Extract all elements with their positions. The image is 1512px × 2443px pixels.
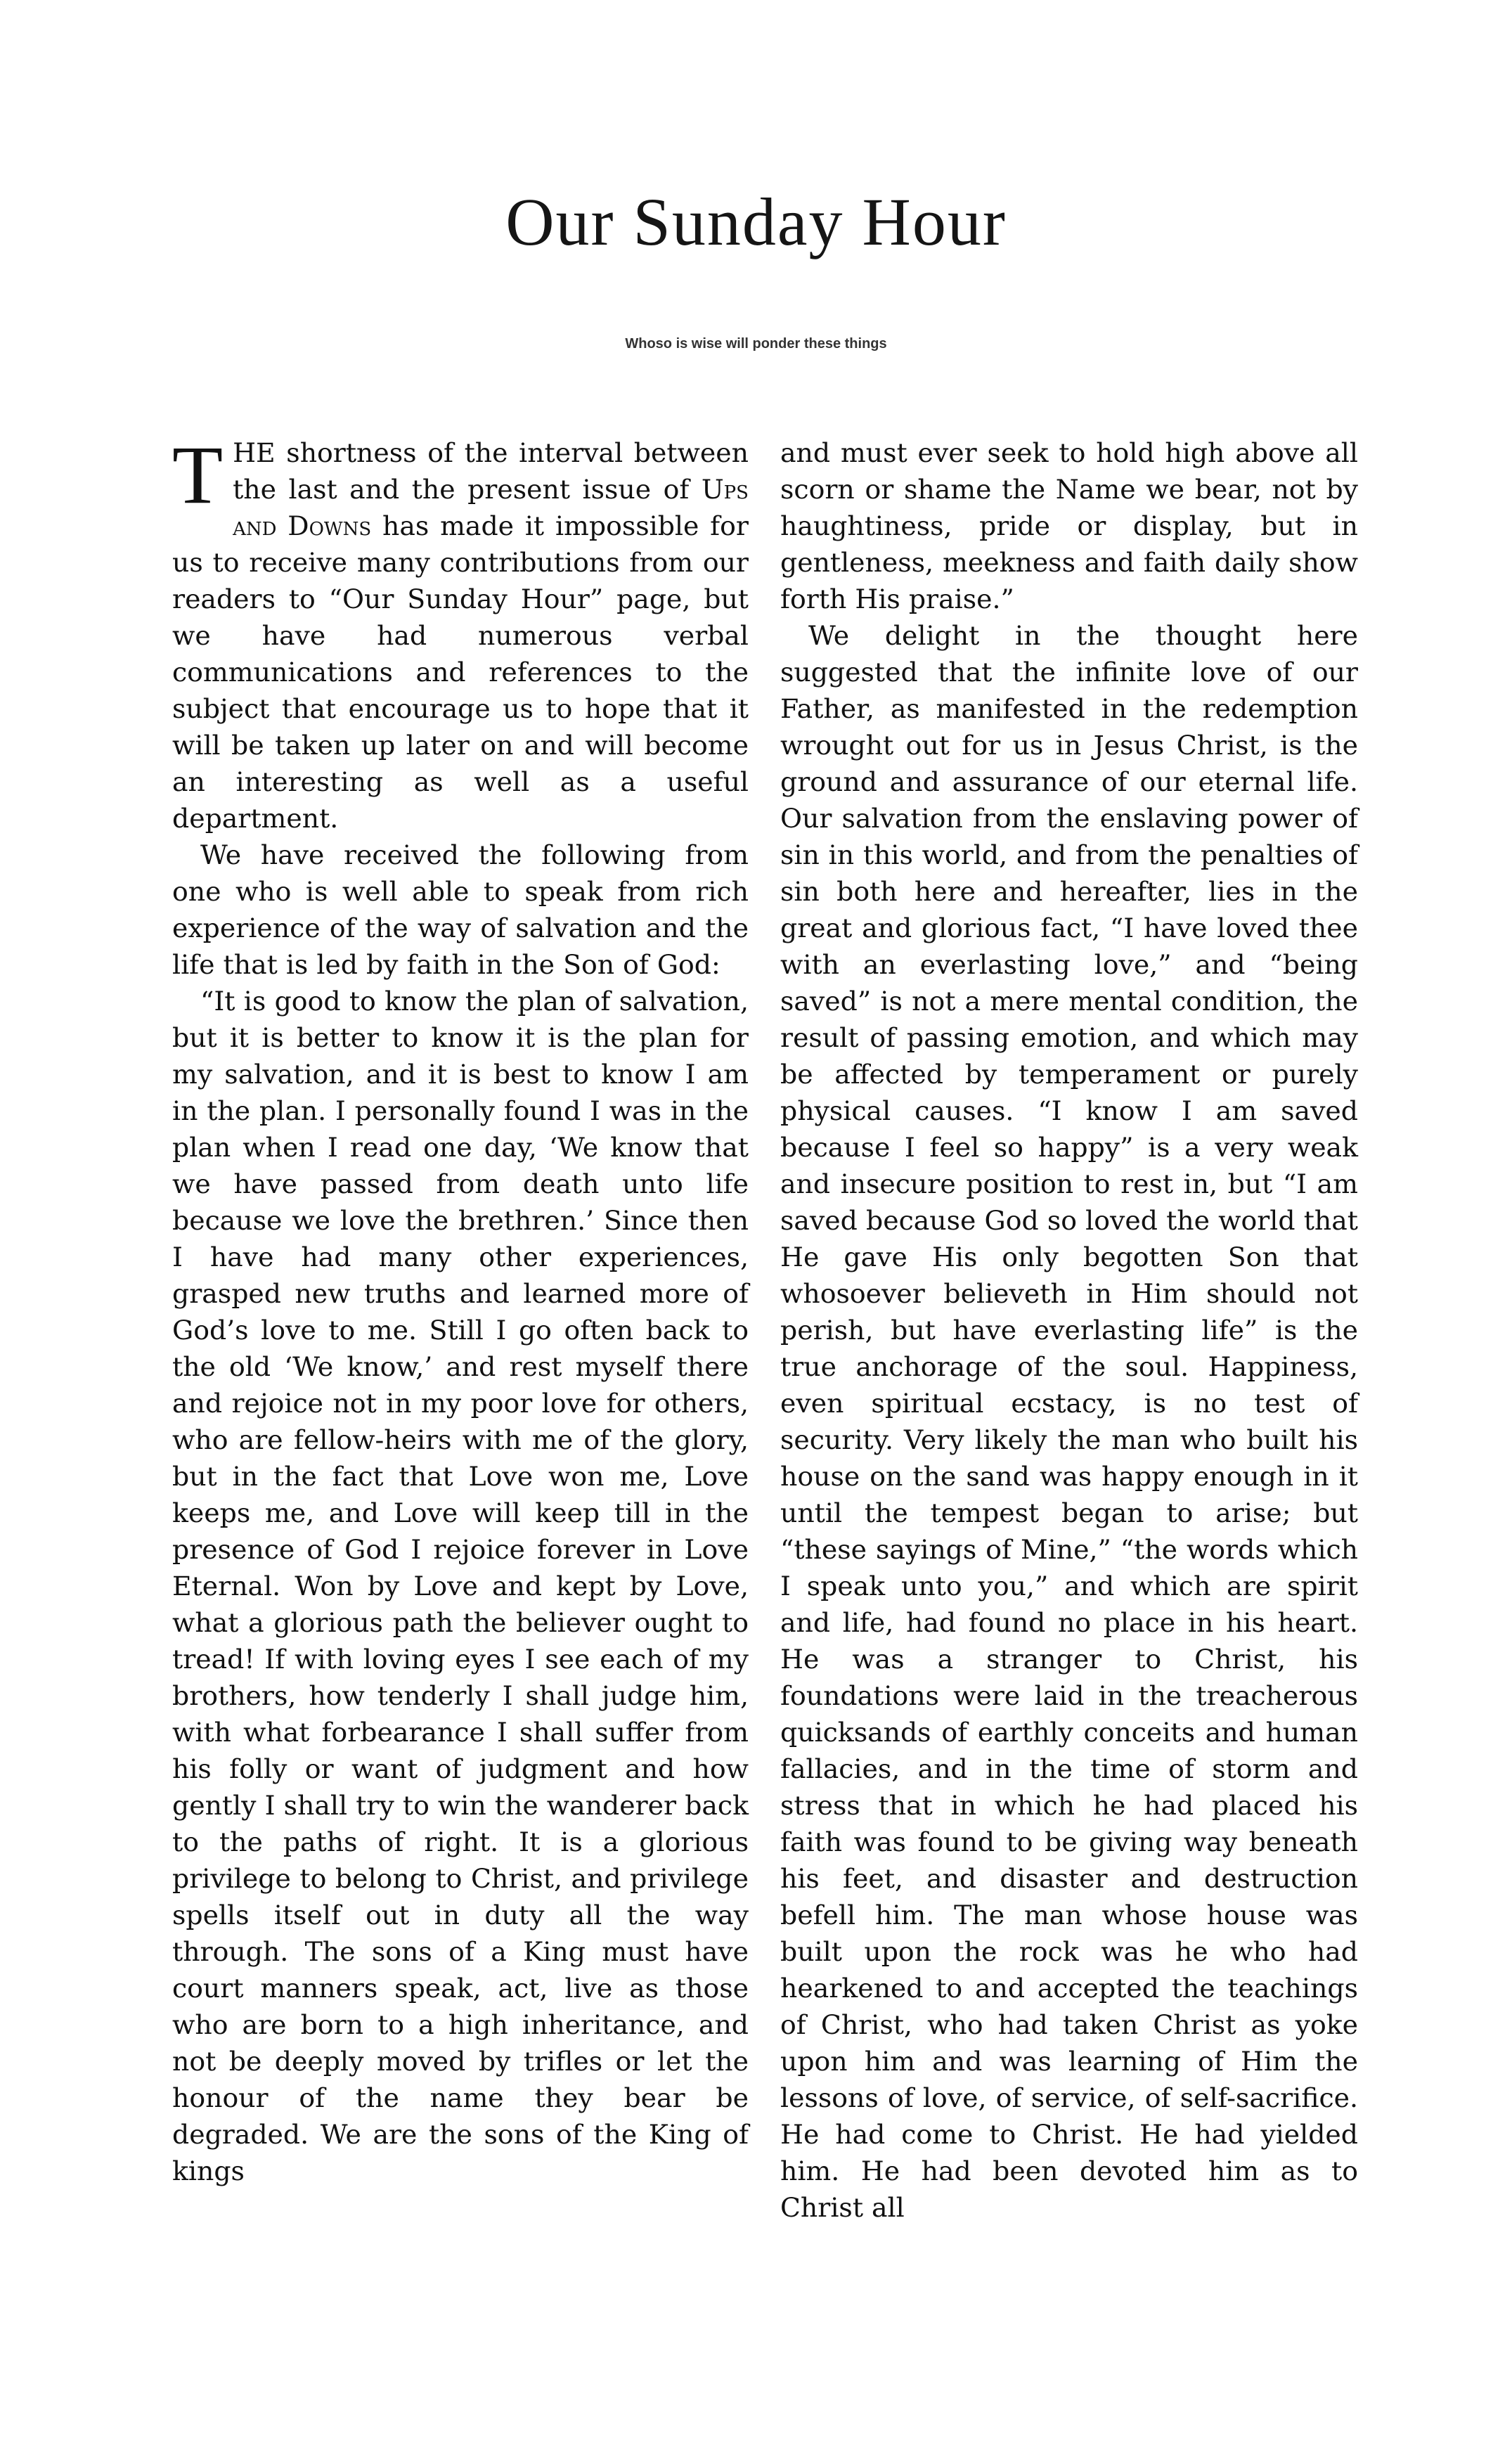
paragraph-1-text-a: HE shortness of the interval between the last and the present issue of [233, 437, 749, 505]
paragraph-2: We have received the following from one who is well able to speak from rich experience of the way of salvation and the life that is led by faith in the Son of God: [172, 839, 749, 980]
left-column [172, 429, 749, 2189]
drop-cap: T [172, 429, 224, 521]
right-column [780, 434, 1358, 2226]
magazine-name: Ups and Downs [233, 474, 749, 541]
paragraph-5: We delight in the thought here suggested that the infinite love of our Father, as manifested in the redemption wrought out for us in Jesus Christ, is the ground and assurance of our eternal life. Our salvation from the enslaving power of sin in this world, and from the penalties of sin both here and hereafter, lies in the great and glorious fact, “I have loved thee with an everlasting love,” and “being saved” is not a mere mental condition, the result of passing emotion, and which may be affected by temperament or purely physical causes. “I know I am saved because I feel so happy” is a very weak and insecure position to rest in, but “I am saved because God so loved the world that He gave His only begotten Son that whosoever believeth in Him should not perish, but have everlasting life” is the true anchorage of the soul. Happiness, even spiritual ecstacy, is no test of security. Very likely the man who built his house on the sand was happy enough in it until the tempest began to arise; but “these sayings of Mine,” “the words which I speak unto you,” and which are spirit and life, had found no place in his heart. He was a stranger to Christ, his foundations were laid in the treacherous quicksands of earthly conceits and human fallacies, and in the time of storm and stress that in which he had placed his faith was found to be giving way beneath his feet, and disaster and destruction befell him. The man whose house was built upon the rock was he who had hearkened to and accepted the teachings of Christ, who had taken Christ as yoke upon him and was learning of Him the lessons of love, of service, of self-sacrifice. He had come to Christ. He had yielded him. He had been devoted him as to Christ all [780, 620, 1358, 2223]
paragraph-1 [172, 429, 749, 837]
paragraph-3: “It is good to know the plan of salvation, but it is better to know it is the plan for my salvation, and it is best to know I am in the plan. I personally found I was in the plan when I read one day, ‘We know that we have passed from death unto life because we love the brethren.’ Since then I have had many other experiences, grasped new truths and learned more of God’s love to me. Still I go often back to the old ‘We know,’ and rest myself there and rejoice not in my poor love for others, who are fellow-heirs with me of the glory, but in the fact that Love won me, Love keeps me, and Love will keep till in the presence of God I rejoice forever in Love Eternal. Won by Love and kept by Love, what a glorious path the believer ought to tread! If with loving eyes I see each of my brothers, how tenderly I shall judge him, with what forbearance I shall suffer from his folly or want of judgment and how gently I shall try to win the wanderer back to the paths of right. It is a glorious privilege to belong to Christ, and privilege spells itself out in duty all the way through. The sons of a King must have court manners speak, act, live as those who are born to a high inheritance, and not be deeply moved by trifles or let the honour of the name they bear be degraded. We are the sons of the King of kings [172, 986, 749, 2186]
page-title: Our Sunday Hour [505, 184, 1007, 259]
paragraph-1-text-b: has made it impossible for us to receive many contributions from our readers to “Our Sunday Hour” page, but we have had numerous verbal communications and references to the subject that encourage us to hope that it will be taken up later on and will become an interesting as well as a useful department. [172, 510, 749, 834]
epigraph: Whoso is wise will ponder these things [625, 336, 887, 352]
paragraph-4: and must ever seek to hold high above all scorn or shame the Name we bear, not by haughtiness, pride or display, but in gentleness, meekness and faith daily show forth His praise.” [780, 437, 1358, 614]
